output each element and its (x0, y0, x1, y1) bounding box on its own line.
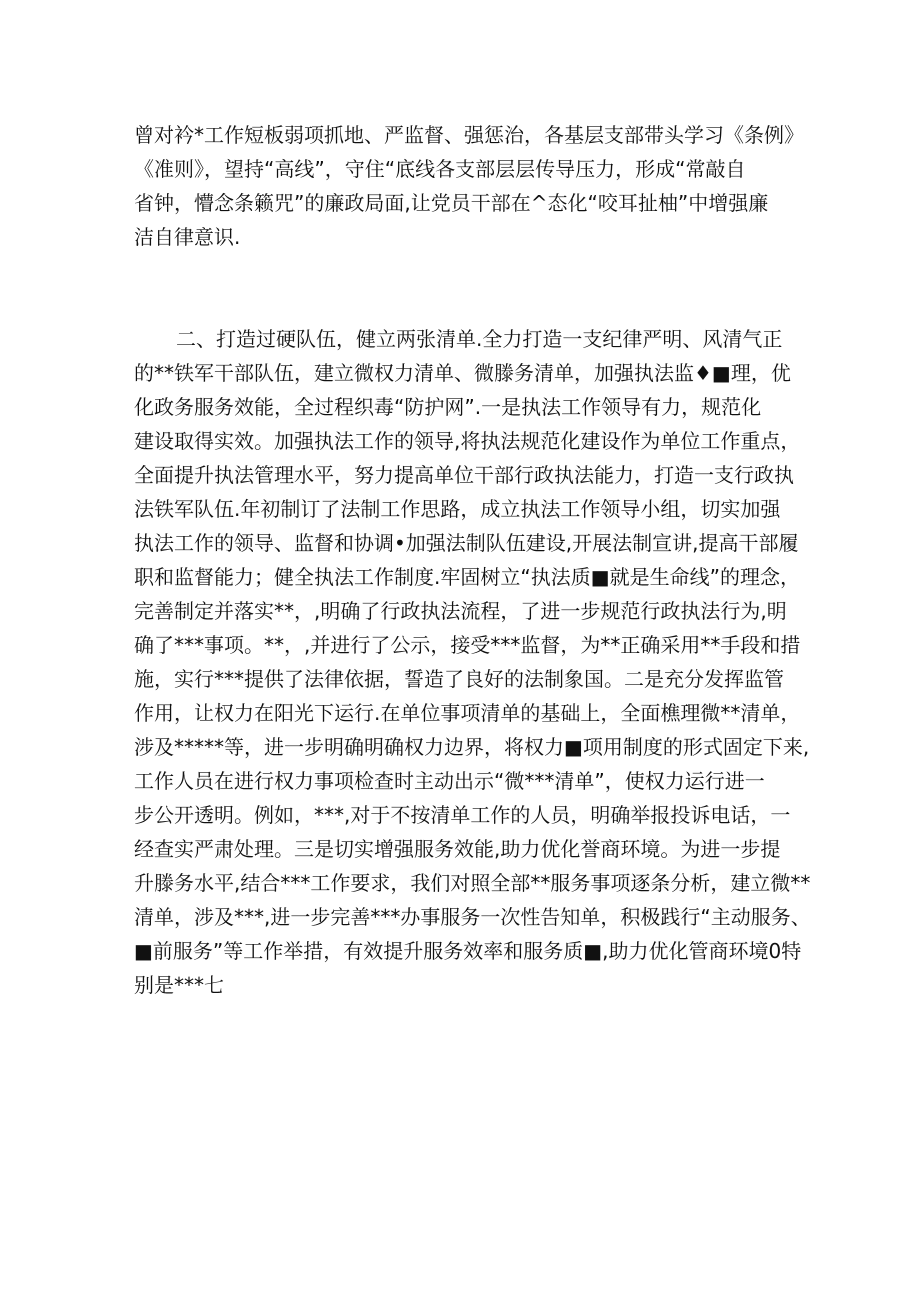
paragraph-line: 省钟，懵念条籁咒”的廉政局面,让党员干部在^态化“咬耳扯柚”中增强廉 (134, 191, 769, 215)
paragraph-line: 确了***事项。**，,并进行了公示，接受***监督，为**正确采用**手段和措 (134, 633, 801, 657)
paragraph-line: 步公开透明。例如，***,对于不按清单工作的人员，明确举报投诉电话，一 (134, 803, 791, 827)
paragraph-2 (134, 322, 810, 1002)
paragraph-line: 施，实行***提供了法律依据，誓造了良好的法制象国。二是充分发挥监管 (134, 667, 784, 691)
paragraph-line: 全面提升执法管理水平，努力提高单位干部行政执法能力，打造一支行政执 (134, 463, 794, 487)
paragraph-line: 别是***七 (134, 973, 224, 997)
paragraph-1 (134, 118, 810, 254)
paragraph-line: 建设取得实效。加强执法工作的领导,将执法规范化建设作为单位工作重点， (134, 429, 801, 453)
paragraph-line: 涉及*****等，进一步明确明确权力边界，将权力■项用制度的形式固定下来, (134, 735, 810, 759)
paragraph-line: 二、打造过硬队伍，健立两张清单.全力打造一支纪律严明、风清气正 (176, 327, 783, 351)
paragraph-line: 清单，涉及***,进一步完善***办事服务一次性告知单，积极践行“主动服务、 (134, 905, 811, 929)
paragraph-line: 经查实严肃处理。三是切实增强服务效能,助力优化誉商环境。为进一步提 (134, 837, 781, 861)
paragraph-line: 《准则》，望持“高线”，守住“底线各支部层层传导压力，形成“常敲自 (134, 157, 746, 181)
paragraph-line: 法铁军队伍.年初制订了法制工作思路，成立执法工作领导小组，切实加强 (134, 497, 781, 521)
paragraph-line: 洁自律意识. (134, 225, 241, 249)
paragraph-line: 升滕务水平,结合***工作要求，我们对照全部**服务事项逐条分析，建立微** (134, 871, 811, 895)
paragraph-line: 职和监督能力；健全执法工作制度.牢固树立“执法质■就是生命线”的理念， (134, 565, 800, 589)
paragraph-line: 的**铁军干部队伍，建立微权力清单、微滕务清单，加强执法监♦■理，优 (134, 361, 791, 385)
paragraph-line: 作用，让权力在阳光下运行.在单位事项清单的基础上，全面樵理微**清单， (134, 701, 801, 725)
paragraph-line: 执法工作的领导、监督和协调•加强法制队伍建设,开展法制宣讲,提高干部履 (134, 531, 799, 555)
paragraph-line: 完善制定并落实**，,明确了行政执法流程，了进一步规范行政执法行为,明 (134, 599, 787, 623)
paragraph-line: ■前服务”等工作举措，有效提升服务效率和服务质■,助力优化管商环境0特 (134, 939, 802, 963)
paragraph-line: 化政务服务效能，全过程织毒“防护网”.一是执法工作领导有力，规范化 (134, 395, 762, 419)
paragraph-line: 工作人员在进行权力事项检查时主动出示“微***清单”，使权力运行进一 (134, 769, 765, 793)
paragraph-line: 曾对衿*工作短板弱项抓地、严监督、强惩治，各基层支部带头学习《条例》 (134, 123, 804, 147)
